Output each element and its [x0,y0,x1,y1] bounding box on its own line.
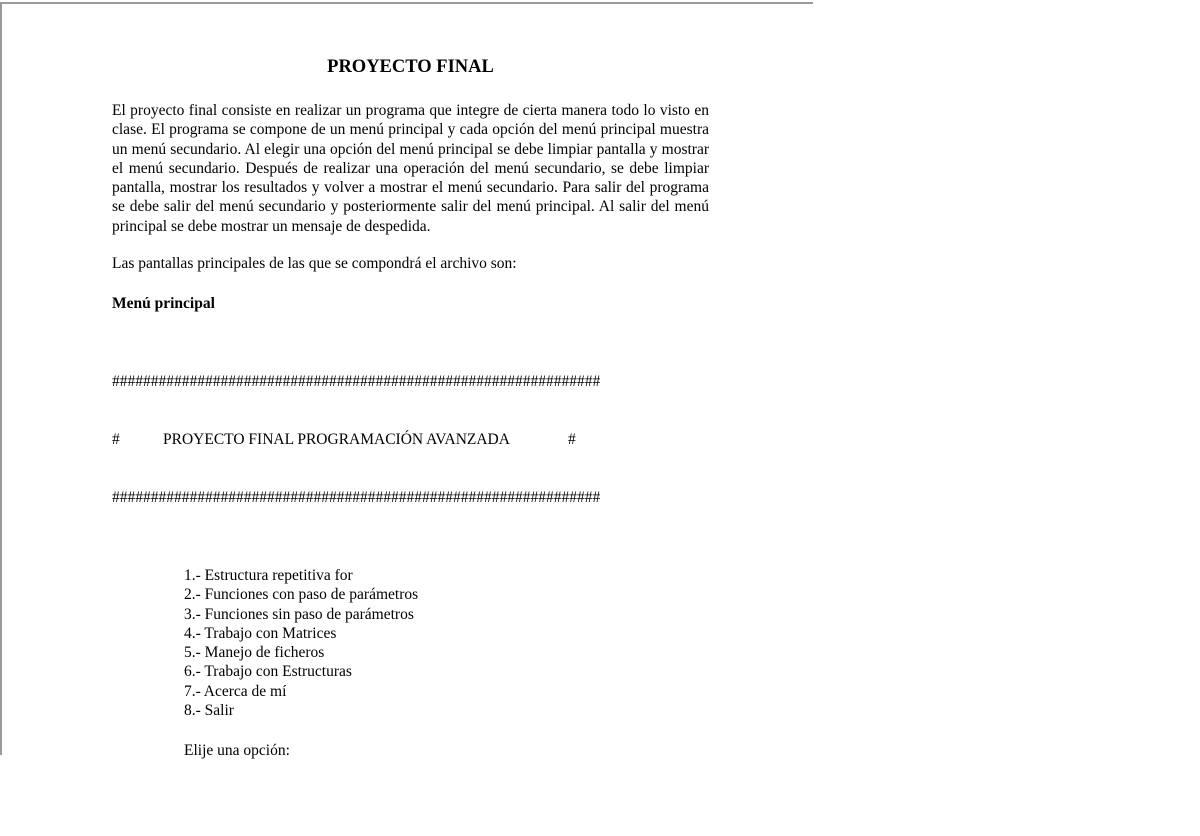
document-title: PROYECTO FINAL [327,57,494,77]
banner-hash-left: # [112,431,120,449]
menu-option: 7.- Acerca de mí [184,682,287,700]
page-left-edge [0,2,2,755]
menu-option: 8.- Salir [184,702,234,720]
menu-option: 4.- Trabajo con Matrices [184,624,337,642]
menu-banner [112,334,709,546]
intro-paragraph: El proyecto final consiste en realizar un programa que integre de cierta manera todo lo visto en clase. El programa se compone de un menú principal y cada opción del menú principal muestra un menú secundario. Al elegir una opción del menú principal se debe limpiar pantalla y mostrar el menú secundario. Después de realizar una operación del menú secundario, se debe limpiar pantalla, mostrar los resultados y volver a mostrar el menú secundario. Para salir del programa se debe salir del menú secundario y posteriormente salir del menú principal. Al salir del menú principal se debe mostrar un mensaje de despedida. [112,102,709,235]
menu-option: 1.- Estructura repetitiva for [184,566,353,584]
main-menu-options [184,566,709,720]
document-body [112,56,709,761]
menu-option: 2.- Funciones con paso de parámetros [184,586,419,604]
screens-intro-paragraph: Las pantallas principales de las que se compondrá el archivo son: [112,255,517,273]
page-top-edge [0,2,813,4]
banner-title: PROYECTO FINAL PROGRAMACIÓN AVANZADA [163,431,510,449]
menu-option: 6.- Trabajo con Estructuras [184,663,352,681]
banner-hash-right: # [568,431,576,449]
banner-title-row [112,430,709,449]
menu-option: 5.- Manejo de ficheros [184,644,325,662]
banner-border-top: ############################################################### [112,373,601,391]
section-heading-main-menu: Menú principal [112,295,215,313]
menu-prompt: Elije una opción: [184,742,290,760]
banner-border-bottom: ############################################################### [112,489,601,507]
menu-option: 3.- Funciones sin paso de parámetros [184,605,414,623]
